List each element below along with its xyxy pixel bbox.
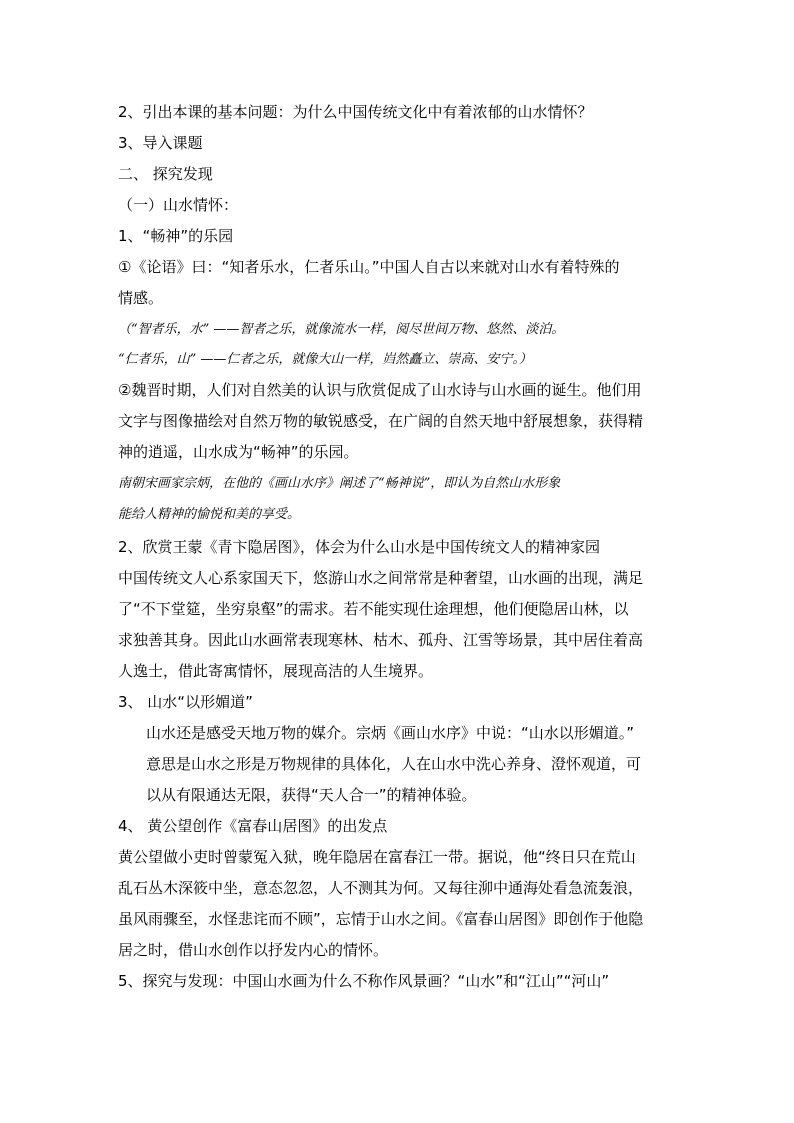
text-line: 黄公望做小吏时曾蒙冤入狱，晚年隐居在富春江一带。据说，他“终日只在荒山 [118,848,636,866]
text-line: 意思是山水之形是万物规律的具体化，人在山水中洗心养身、澄怀观道，可 [146,755,642,773]
text-line: 以从有限通达无限，获得“天人合一”的精神体验。 [146,786,477,804]
note-line: （“智者乐，水” ——智者之乐，就像流水一样，阅尽世间万物、悠然、淡泊。 [118,322,565,337]
note-line: “仁者乐，山” ——仁者之乐，就像大山一样，岿然矗立、崇高、安宁。） [118,352,532,367]
text-line: 求独善其身。因此山水画常表现寒林、枯木、孤舟、江雪等场景，其中居住着高 [118,631,644,649]
text-line: 情感。 [118,289,164,307]
section-heading: 二、 探究发现 [118,165,213,183]
text-line: 1、“畅神”的乐园 [118,227,234,245]
text-line: 2、引出本课的基本问题：为什么中国传统文化中有着浓郁的山水情怀？ [118,103,593,121]
note-line: 能给人精神的愉悦和美的享受。 [118,507,301,522]
text-line: 3、导入课题 [118,134,203,152]
text-line: 文字与图像描绘对自然万物的敏锐感受，在广阔的自然天地中舒展想象，获得精 [118,412,644,430]
subsection-heading: （一）山水情怀： [118,196,239,214]
text-line: 神的逍遥，山水成为“畅神”的乐园。 [118,443,359,461]
text-line: 2、欣赏王蒙《青卞隐居图》，体会为什么山水是中国传统文人的精神家园 [118,538,601,556]
text-line: 居之时，借山水创作以抒发内心的情怀。 [118,941,389,959]
text-line: 虽风雨骤至，水怪悲诧而不顾”，忘情于山水之间。《富春山居图》即创作于他隐 [118,910,644,928]
text-line: 了“不下堂筵，坐穷泉壑”的需求。若不能实现仕途理想，他们便隐居山林，以 [118,600,629,618]
text-line: 乱石丛木深筱中坐，意态忽忽，人不测其为何。又每往泖中通海处看急流轰浪， [118,879,644,897]
text-line: 5、探究与发现：中国山水画为什么不称作风景画？“山水”和“江山”“河山” [118,972,610,990]
note-line: 南朝宋画家宗炳，在他的《画山水序》阐述了“畅神说”，即认为自然山水形象 [118,476,561,491]
text-line: 山水还是感受天地万物的媒介。宗炳《画山水序》中说：“山水以形媚道。” [146,724,635,742]
text-line: ②魏晋时期，人们对自然美的认识与欣赏促成了山水诗与山水画的诞生。他们用 [118,381,642,399]
text-line: 4、 黄公望创作《富春山居图》的出发点 [118,817,388,835]
text-line: 3、 山水“以形媚道” [118,693,253,711]
text-line: 中国传统文人心系家国天下，悠游山水之间常常是种奢望，山水画的出现，满足 [118,569,644,587]
text-line: ①《论语》曰：“知者乐水，仁者乐山。”中国人自古以来就对山水有着特殊的 [118,258,620,276]
text-line: 人逸士，借此寄寓情怀，展现高洁的人生境界。 [118,662,434,680]
